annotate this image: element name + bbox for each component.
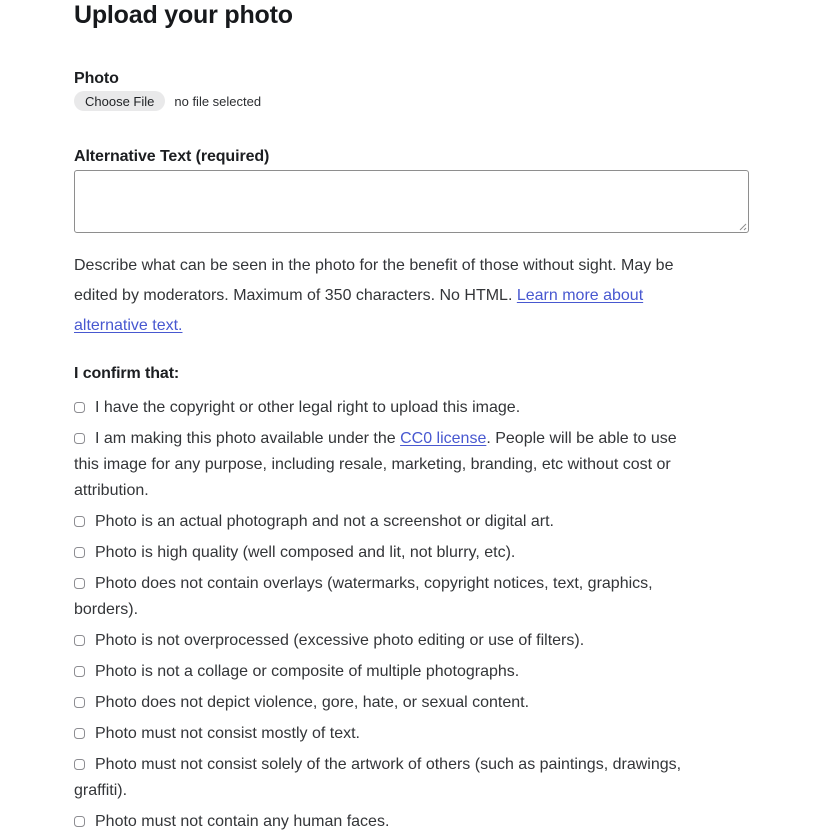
confirm-item-cc0 bbox=[74, 426, 696, 504]
confirm-checkbox-not-text[interactable] bbox=[74, 728, 85, 739]
file-input-row bbox=[74, 91, 749, 111]
confirm-item-text: Photo is high quality (well composed and lit, not blurry, etc). bbox=[95, 544, 516, 561]
alt-text-input[interactable] bbox=[74, 170, 749, 233]
confirm-item-high-quality bbox=[74, 540, 696, 566]
confirm-item-not-others-artwork bbox=[74, 752, 696, 804]
learn-more-link[interactable]: Learn more about alternative text. bbox=[74, 287, 644, 334]
confirm-item-no-overlays bbox=[74, 571, 696, 623]
photo-field-section bbox=[74, 68, 749, 111]
confirm-checkbox-not-overprocessed[interactable] bbox=[74, 635, 85, 646]
confirm-checklist bbox=[74, 395, 749, 835]
confirm-item-no-violence bbox=[74, 690, 696, 716]
confirm-section bbox=[74, 363, 749, 835]
confirm-item-text: Photo does not contain overlays (watermarks, copyright notices, text, graphics, borders). bbox=[74, 575, 653, 618]
confirm-checkbox-not-others-artwork[interactable] bbox=[74, 759, 85, 770]
photo-label: Photo bbox=[74, 70, 119, 87]
confirm-item-no-faces bbox=[74, 809, 696, 835]
confirm-checkbox-copyright[interactable] bbox=[74, 402, 85, 413]
confirm-item-text: Photo is not overprocessed (excessive photo editing or use of filters). bbox=[95, 632, 585, 649]
confirm-checkbox-no-faces[interactable] bbox=[74, 816, 85, 827]
confirm-checkbox-actual-photo[interactable] bbox=[74, 516, 85, 527]
confirm-item-not-overprocessed bbox=[74, 628, 696, 654]
confirm-checkbox-not-collage[interactable] bbox=[74, 666, 85, 677]
confirm-item-text: I have the copyright or other legal right to upload this image. bbox=[95, 399, 521, 416]
page-title: Upload your photo bbox=[74, 1, 293, 29]
confirm-checkbox-high-quality[interactable] bbox=[74, 547, 85, 558]
confirm-item-actual-photo bbox=[74, 509, 696, 535]
alt-text-label: Alternative Text (required) bbox=[74, 148, 270, 165]
confirm-checkbox-cc0[interactable] bbox=[74, 433, 85, 444]
file-status-text: no file selected bbox=[174, 93, 262, 109]
confirm-heading: I confirm that: bbox=[74, 365, 180, 382]
confirm-item-copyright bbox=[74, 395, 696, 421]
alt-text-section bbox=[74, 146, 749, 341]
confirm-item-text: I am making this photo available under the bbox=[95, 430, 401, 447]
alt-text-input-wrap bbox=[74, 170, 749, 233]
choose-file-button[interactable]: Choose File bbox=[74, 91, 165, 111]
confirm-checkbox-no-violence[interactable] bbox=[74, 697, 85, 708]
confirm-checkbox-no-overlays[interactable] bbox=[74, 578, 85, 589]
confirm-item-not-text bbox=[74, 721, 696, 747]
confirm-item-text: Photo must not contain any human faces. bbox=[95, 813, 390, 830]
confirm-item-text: . People will be able to use this image for any purpose, including resale, marketing, branding, etc without cost or attribution. bbox=[74, 430, 677, 499]
confirm-item-text: Photo is an actual photograph and not a screenshot or digital art. bbox=[95, 513, 554, 530]
confirm-item-text: Photo must not consist mostly of text. bbox=[95, 725, 360, 742]
cc0-license-link[interactable]: CC0 license bbox=[400, 430, 487, 447]
alt-text-description bbox=[74, 251, 700, 341]
confirm-item-not-collage bbox=[74, 659, 696, 685]
alt-text-description-text: Describe what can be seen in the photo for the benefit of those without sight. May be edited by moderators. Maximum of 350 characters. No HTML. bbox=[74, 257, 674, 304]
confirm-item-text: Photo is not a collage or composite of multiple photographs. bbox=[95, 663, 520, 680]
confirm-item-text: Photo must not consist solely of the artwork of others (such as paintings, drawings, graffiti). bbox=[74, 756, 682, 799]
confirm-item-text: Photo does not depict violence, gore, hate, or sexual content. bbox=[95, 694, 530, 711]
